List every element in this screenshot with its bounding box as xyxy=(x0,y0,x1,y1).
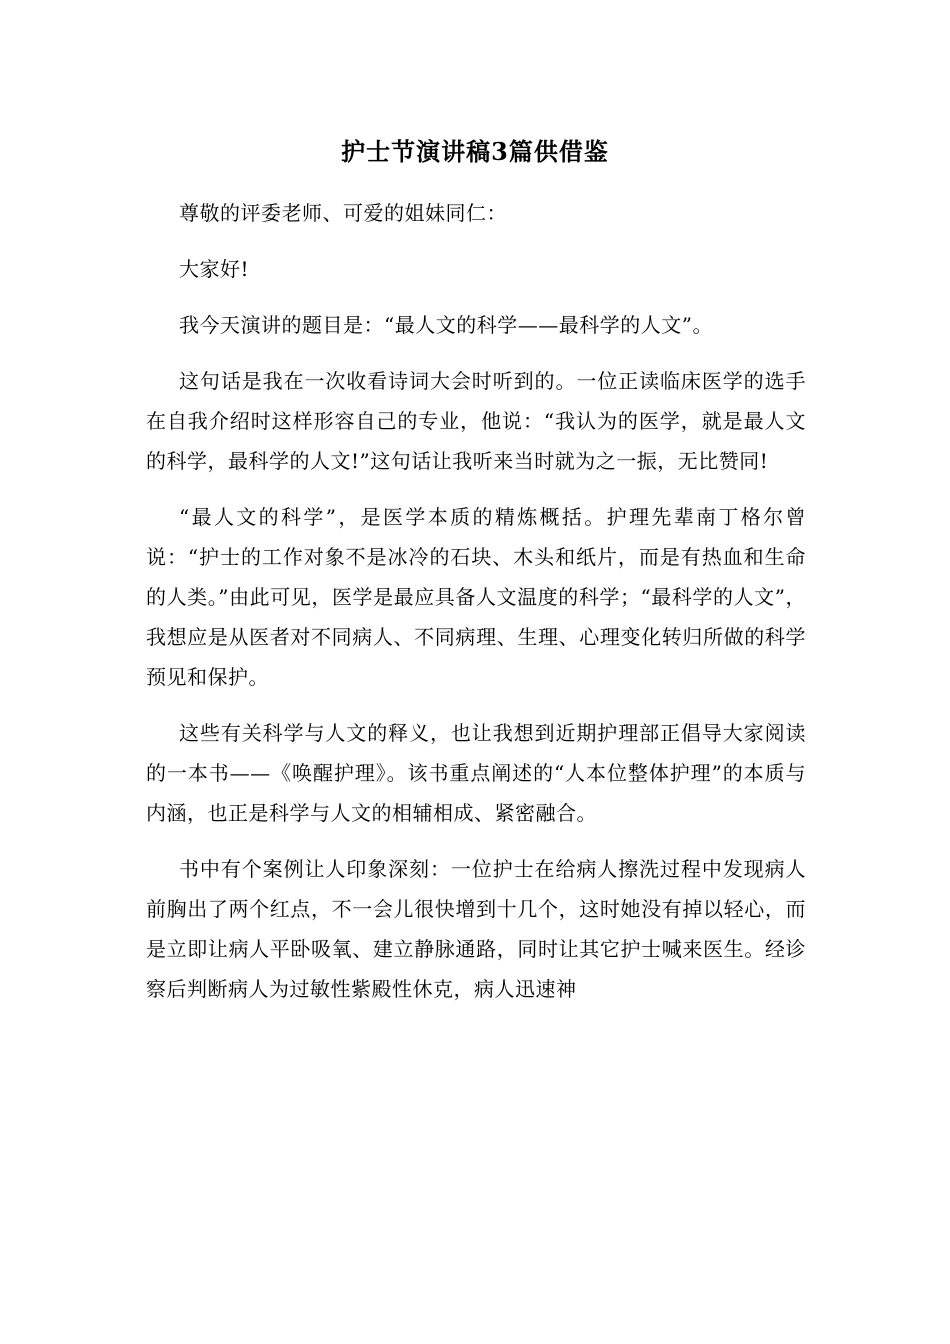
paragraph-book: 这些有关科学与人文的释义，也让我想到近期护理部正倡导大家阅读的一本书——《唤醒护理》。该书重点阐述的“人本位整体护理”的本质与内涵，也正是科学与人文的相辅相成、紧密融合。 xyxy=(146,721,806,825)
paragraph-salutation: 尊敬的评委老师、可爱的姐妹同仁： xyxy=(179,201,507,225)
document-title: 护士节演讲稿3篇供借鉴 xyxy=(341,137,609,166)
paragraph-greeting: 大家好! xyxy=(179,257,250,281)
paragraph-case: 书中有个案例让人印象深刻：一位护士在给病人擦洗过程中发现病人前胸出了两个红点，不一会儿很快增到十几个，这时她没有掉以轻心，而是立即让病人平卧吸氧、建立静脉通路，同时让其它护士喊来医生。经诊察后判断病人为过敏性紫殿性休克，病人迅速神 xyxy=(146,857,806,1001)
paragraph-origin: 这句话是我在一次收看诗词大会时听到的。一位正读临床医学的选手在自我介绍时这样形容自己的专业，他说：“我认为的医学，就是最人文的科学，最科学的人文!”这句话让我听来当时就为之一振，无比赞同! xyxy=(146,369,806,473)
paragraph-topic: 我今天演讲的题目是：“最人文的科学——最科学的人文”。 xyxy=(179,313,713,337)
paragraph-nightingale: “最人文的科学”，是医学本质的精炼概括。护理先辈南丁格尔曾说：“护士的工作对象不是冰冷的石块、木头和纸片，而是有热血和生命的人类。”由此可见，医学是最应具备人文温度的科学；“最科学的人文”，我想应是从医者对不同病人、不同病理、生理、心理变化转归所做的科学预见和保护。 xyxy=(146,505,806,689)
document-body xyxy=(146,193,806,1025)
